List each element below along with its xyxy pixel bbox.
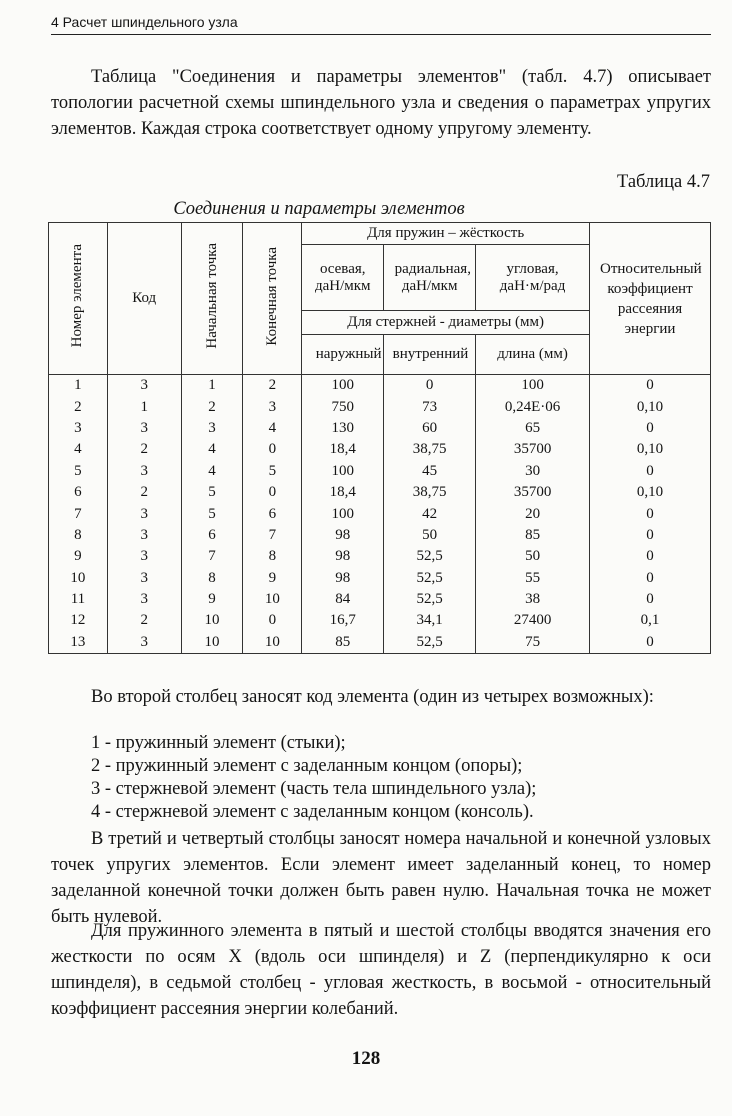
table-cell: 12 bbox=[49, 610, 108, 631]
table-cell: 100 bbox=[302, 461, 384, 482]
table-cell: 0 bbox=[590, 461, 711, 482]
elements-table bbox=[48, 222, 711, 654]
table-cell: 38,75 bbox=[384, 439, 476, 460]
table-row bbox=[49, 439, 711, 460]
table-cell: 0 bbox=[243, 482, 302, 503]
table-cell: 45 bbox=[384, 461, 476, 482]
table-cell: 27400 bbox=[476, 610, 590, 631]
table-cell: 75 bbox=[476, 632, 590, 654]
code-list-item: 1 - пружинный элемент (стыки); bbox=[91, 733, 346, 753]
table-cell: 0,10 bbox=[590, 482, 711, 503]
table-cell: 3 bbox=[107, 568, 181, 589]
header-start-point: Начальная точка bbox=[181, 223, 243, 375]
table-cell: 6 bbox=[181, 525, 243, 546]
table-cell: 0 bbox=[590, 632, 711, 654]
table-cell: 42 bbox=[384, 503, 476, 524]
table-cell: 18,4 bbox=[302, 482, 384, 503]
table-cell: 3 bbox=[107, 418, 181, 439]
table-cell: 0 bbox=[590, 568, 711, 589]
table-cell: 52,5 bbox=[384, 568, 476, 589]
table-cell: 2 bbox=[107, 610, 181, 631]
table-cell: 5 bbox=[243, 461, 302, 482]
table-cell: 130 bbox=[302, 418, 384, 439]
table-cell: 5 bbox=[181, 482, 243, 503]
table-cell: 3 bbox=[107, 503, 181, 524]
table-cell: 98 bbox=[302, 525, 384, 546]
table-row bbox=[49, 546, 711, 567]
code-list-item: 4 - стержневой элемент с заделанным концом (консоль). bbox=[91, 802, 534, 822]
header-radial: радиальная, даН/мкм bbox=[384, 245, 476, 311]
table-cell: 4 bbox=[181, 461, 243, 482]
code-paragraph: Во второй столбец заносят код элемента (один из четырех возможных): bbox=[91, 687, 654, 707]
table-cell: 6 bbox=[49, 482, 108, 503]
points-paragraph: В третий и четвертый столбцы заносят номера начальной и конечной узловых точек упругих элементов. Если элемент имеет заделанный конец, то номер заделанной конечной точки должен быть равен нулю. Начальная точка не может быть нулевой. bbox=[51, 829, 711, 927]
table-cell: 0 bbox=[590, 375, 711, 397]
table-cell: 10 bbox=[49, 568, 108, 589]
table-cell: 7 bbox=[181, 546, 243, 567]
table-cell: 1 bbox=[107, 396, 181, 417]
table-cell: 35700 bbox=[476, 482, 590, 503]
table-cell: 50 bbox=[384, 525, 476, 546]
table-cell: 9 bbox=[49, 546, 108, 567]
table-cell: 52,5 bbox=[384, 632, 476, 654]
table-cell: 6 bbox=[243, 503, 302, 524]
table-cell: 52,5 bbox=[384, 589, 476, 610]
table-cell: 0,1 bbox=[590, 610, 711, 631]
running-header: 4 Расчет шпиндельного узла bbox=[51, 14, 711, 35]
code-list bbox=[91, 732, 536, 824]
table-cell: 3 bbox=[107, 546, 181, 567]
table-cell: 10 bbox=[181, 610, 243, 631]
header-code: Код bbox=[107, 223, 181, 375]
table-cell: 38,75 bbox=[384, 482, 476, 503]
table-cell: 2 bbox=[181, 396, 243, 417]
code-list-item: 2 - пружинный элемент с заделанным концом (опоры); bbox=[91, 756, 523, 776]
table-cell: 55 bbox=[476, 568, 590, 589]
table-cell: 52,5 bbox=[384, 546, 476, 567]
table-cell: 98 bbox=[302, 568, 384, 589]
table-cell: 0 bbox=[590, 546, 711, 567]
table-cell: 4 bbox=[49, 439, 108, 460]
table-row bbox=[49, 396, 711, 417]
table-cell: 5 bbox=[181, 503, 243, 524]
table-number: Таблица 4.7 bbox=[617, 172, 710, 192]
table-cell: 100 bbox=[302, 375, 384, 397]
header-length: длина (мм) bbox=[476, 335, 590, 375]
table-cell: 3 bbox=[107, 589, 181, 610]
table-cell: 11 bbox=[49, 589, 108, 610]
table-cell: 4 bbox=[181, 439, 243, 460]
table-cell: 3 bbox=[107, 461, 181, 482]
table-cell: 35700 bbox=[476, 439, 590, 460]
header-end-point: Конечная точка bbox=[243, 223, 302, 375]
table-cell: 2 bbox=[49, 396, 108, 417]
header-element-number: Номер элемента bbox=[49, 223, 108, 375]
table-cell: 7 bbox=[243, 525, 302, 546]
table-cell: 0 bbox=[384, 375, 476, 397]
intro-paragraph: Таблица "Соединения и параметры элементов" (табл. 4.7) описывает топологии расчетной схемы шпиндельного узла и сведения о параметрах упругих элементов. Каждая строка соответствует одному упругому элементу. bbox=[51, 67, 711, 139]
table-cell: 0 bbox=[590, 589, 711, 610]
table-cell: 38 bbox=[476, 589, 590, 610]
page-number: 128 bbox=[351, 1048, 381, 1069]
header-axial: осевая, даН/мкм bbox=[302, 245, 384, 311]
table-cell: 0 bbox=[590, 418, 711, 439]
table-cell: 1 bbox=[181, 375, 243, 397]
table-cell: 3 bbox=[107, 375, 181, 397]
table-cell: 750 bbox=[302, 396, 384, 417]
table-cell: 0,10 bbox=[590, 396, 711, 417]
table-cell: 10 bbox=[243, 589, 302, 610]
table-cell: 84 bbox=[302, 589, 384, 610]
header-angular: угловая, даН·м/рад bbox=[476, 245, 590, 311]
table-cell: 100 bbox=[302, 503, 384, 524]
table-row bbox=[49, 568, 711, 589]
spring-paragraph: Для пружинного элемента в пятый и шестой столбцы вводятся значения его жесткости по осям X (вдоль оси шпинделя) и Z (перпендикулярно к оси шпинделя), в седьмой столбец - угловая жесткость, в восьмой - относительный коэффициент рассеяния энергии колебаний. bbox=[51, 921, 711, 1019]
table-cell: 2 bbox=[107, 482, 181, 503]
table-row bbox=[49, 418, 711, 439]
table-cell: 0 bbox=[590, 503, 711, 524]
table-row bbox=[49, 375, 711, 397]
table-cell: 34,1 bbox=[384, 610, 476, 631]
table-cell: 1 bbox=[49, 375, 108, 397]
table-row bbox=[49, 632, 711, 654]
table-cell: 3 bbox=[107, 632, 181, 654]
table-cell: 18,4 bbox=[302, 439, 384, 460]
table-cell: 13 bbox=[49, 632, 108, 654]
table-cell: 0,10 bbox=[590, 439, 711, 460]
table-cell: 0 bbox=[590, 525, 711, 546]
table-cell: 5 bbox=[49, 461, 108, 482]
table-cell: 9 bbox=[243, 568, 302, 589]
table-cell: 0,24E·06 bbox=[476, 396, 590, 417]
table-cell: 20 bbox=[476, 503, 590, 524]
table-cell: 100 bbox=[476, 375, 590, 397]
table-cell: 7 bbox=[49, 503, 108, 524]
table-row bbox=[49, 503, 711, 524]
table-body bbox=[49, 375, 711, 654]
table-cell: 9 bbox=[181, 589, 243, 610]
table-cell: 0 bbox=[243, 610, 302, 631]
table-cell: 8 bbox=[181, 568, 243, 589]
table-cell: 60 bbox=[384, 418, 476, 439]
table-cell: 3 bbox=[107, 525, 181, 546]
table-cell: 4 bbox=[243, 418, 302, 439]
table-cell: 2 bbox=[107, 439, 181, 460]
table-cell: 2 bbox=[243, 375, 302, 397]
table-cell: 50 bbox=[476, 546, 590, 567]
table-cell: 85 bbox=[476, 525, 590, 546]
table-cell: 30 bbox=[476, 461, 590, 482]
code-list-item: 3 - стержневой элемент (часть тела шпиндельного узла); bbox=[91, 779, 537, 799]
header-rods-group: Для стержней - диаметры (мм) bbox=[302, 311, 590, 335]
table-cell: 8 bbox=[243, 546, 302, 567]
header-springs-group: Для пружин – жёсткость bbox=[302, 223, 590, 245]
table-caption: Соединения и параметры элементов bbox=[173, 199, 465, 219]
header-inner: внутренний bbox=[384, 335, 476, 375]
header-dissipation: Относительный коэффициент рассеяния энергии bbox=[590, 223, 711, 375]
table-cell: 85 bbox=[302, 632, 384, 654]
table-cell: 16,7 bbox=[302, 610, 384, 631]
table-cell: 0 bbox=[243, 439, 302, 460]
table-cell: 10 bbox=[243, 632, 302, 654]
table-cell: 3 bbox=[181, 418, 243, 439]
table-cell: 8 bbox=[49, 525, 108, 546]
table-cell: 3 bbox=[243, 396, 302, 417]
table-row bbox=[49, 589, 711, 610]
header-outer: наружный bbox=[302, 335, 384, 375]
table-row bbox=[49, 461, 711, 482]
table-row bbox=[49, 525, 711, 546]
table-cell: 3 bbox=[49, 418, 108, 439]
table-cell: 98 bbox=[302, 546, 384, 567]
table-cell: 73 bbox=[384, 396, 476, 417]
table-row bbox=[49, 610, 711, 631]
table-cell: 65 bbox=[476, 418, 590, 439]
table-cell: 10 bbox=[181, 632, 243, 654]
table-row bbox=[49, 482, 711, 503]
